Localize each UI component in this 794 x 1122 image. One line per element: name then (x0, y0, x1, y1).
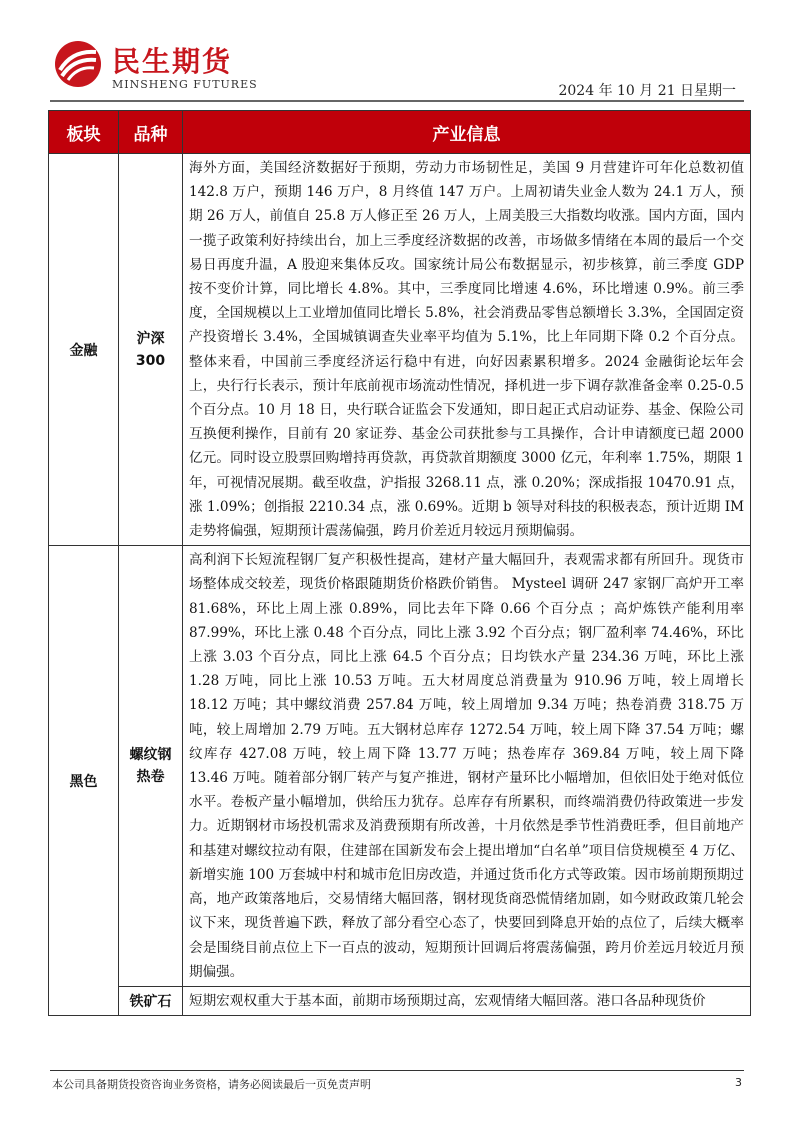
variety-cell: 铁矿石 (119, 986, 183, 1015)
variety-line: 沪深 (136, 330, 165, 347)
industry-info-table (48, 110, 751, 1016)
table-row (49, 546, 751, 987)
variety-line: 热卷 (136, 769, 165, 786)
table-row (49, 986, 751, 1015)
brand-name-cn: 民生期货 (112, 45, 233, 78)
footer-divider (50, 1070, 744, 1071)
variety-line: 螺纹钢 (129, 747, 172, 764)
minsheng-logo-icon (52, 40, 104, 88)
report-date: 2024 年 10 月 21 日星期一 (558, 83, 736, 99)
info-cell: 海外方面，美国经济数据好于预期，劳动力市场韧性足，美国 9 月营建许可年化总数初值 142.8 万户，预期 146 万户，8 月终值 147 万户。上周初请失业金人数为 24.1 万人，预期 26 万人，前值自 25.8 万人修正至 26 万人，上周美股三大指数均收涨。国内方面，国内一揽子政策利好持续出台，加上三季度经济数据的改善，市场做多情绪在本周的最后一个交易日再度升温，A 股迎来集体反攻。国家统计局公布数据显示，初步核算，前三季度 GDP 按不变价计算，同比增长 4.8%。其中，三季度同比增速 4.6%，环比增速 0.9%。前三季度，全国规模以上工业增加值同比增长 5.8%，社会消费品零售总额增长 3.3%，全国固定资产投资增长 3.4%，全国城镇调查失业率平均值为 5.1%，比上年同期下降 0.2 个百分点。整体来看，中国前三季度经济运行稳中有进，向好因素累积增多。2024 金融街论坛年会上，央行行长表示，预计年底前视市场流动性情况，择机进一步下调存款准备金率 0.25-0.5 个百分点。10 月 18 日，央行联合证监会下发通知，即日起正式启动证券、基金、保险公司互换便利操作，目前有 20 家证券、基金公司获批参与工具操作，合计申请额度已超 2000 亿元。同时设立股票回购增持再贷款，再贷款首期额度 3000 亿元，年利率 1.75%，期限 1 年，可视情况展期。截至收盘，沪指报 3268.11 点，涨 0.20%；深成指报 10470.91 点，涨 1.09%；创指报 2210.34 点，涨 0.69%。近期 b 领导对科技的积极表态，预计近期 IM 走势将偏强，短期预计震荡偏强，跨月价差近月较远月预期偏弱。 (183, 154, 751, 546)
table-row (49, 154, 751, 546)
sector-cell: 黑色 (49, 546, 119, 1016)
info-cell: 高利润下长短流程钢厂复产积极性提高，建材产量大幅回升，表观需求都有所回升。现货市场整体成交较差，现货价格跟随期货价格跌价销售。 Mysteel 调研 247 家钢厂高炉开工率 81.68%，环比上周上涨 0.89%，同比去年下降 0.66 个百分点 ；高炉炼铁产能利用率 87.99%，环比上涨 0.48 个百分点，同比上涨 3.92 个百分点；钢厂盈利率 74.46%，环比上涨 3.03 个百分点，同比上涨 64.5 个百分点；日均铁水产量 234.36 万吨，环比上涨 1.28 万吨，同比上涨 10.53 万吨。五大材周度总消费量为 910.96 万吨，较上周增长 18.12 万吨；其中螺纹消费 257.84 万吨，较上周增加 9.34 万吨；热卷消费 318.75 万吨，较上周增加 2.79 万吨。五大钢材总库存 1272.54 万吨，较上周下降 37.54 万吨；螺纹库存 427.08 万吨，较上周下降 13.77 万吨；热卷库存 369.84 万吨，较上周下降 13.46 万吨。随着部分钢厂转产与复产推进，钢材产量环比小幅增加，但依旧处于绝对低位水平。卷板产量小幅增加，供给压力犹存。总库存有所累积，而终端消费仍待政策进一步发力。近期钢材市场投机需求及消费预期有所改善，十月依然是季节性消费旺季，但目前地产和基建对螺纹拉动有限，住建部在国新发布会上提出增加“白名单”项目信贷规模至 4 万亿、新增实施 100 万套城中村和城市危旧房改造，并通过货币化方式等政策。因市场前期预期过高，地产政策落地后，交易情绪大幅回落，钢材现货商恐慌情绪加剧，如今财政政策几轮会议下来，现货普遍下跌，释放了部分看空心态了，快要回到降息开始的点位了，后续大概率会是围绕目前点位上下一百点的波动，短期预计回调后将震荡偏强，跨月价差远月较近月预期偏强。 (183, 546, 751, 987)
column-header-variety: 品种 (119, 111, 183, 154)
sector-cell: 金融 (49, 154, 119, 546)
variety-cell (119, 154, 183, 546)
column-header-sector: 板块 (49, 111, 119, 154)
variety-cell (119, 546, 183, 987)
table-header-row (49, 111, 751, 154)
header-divider (50, 100, 744, 102)
variety-line: 300 (135, 352, 166, 369)
page-header (0, 0, 794, 108)
page-number: 3 (735, 1076, 742, 1089)
info-cell: 短期宏观权重大于基本面，前期市场预期过高，宏观情绪大幅回落。港口各品种现货价 (183, 986, 751, 1015)
column-header-info: 产业信息 (183, 111, 751, 154)
brand-name-en: MINSHENG FUTURES (112, 78, 258, 91)
footer-disclaimer: 本公司具备期货投资咨询业务资格，请务必阅读最后一页免责声明 (52, 1078, 371, 1091)
